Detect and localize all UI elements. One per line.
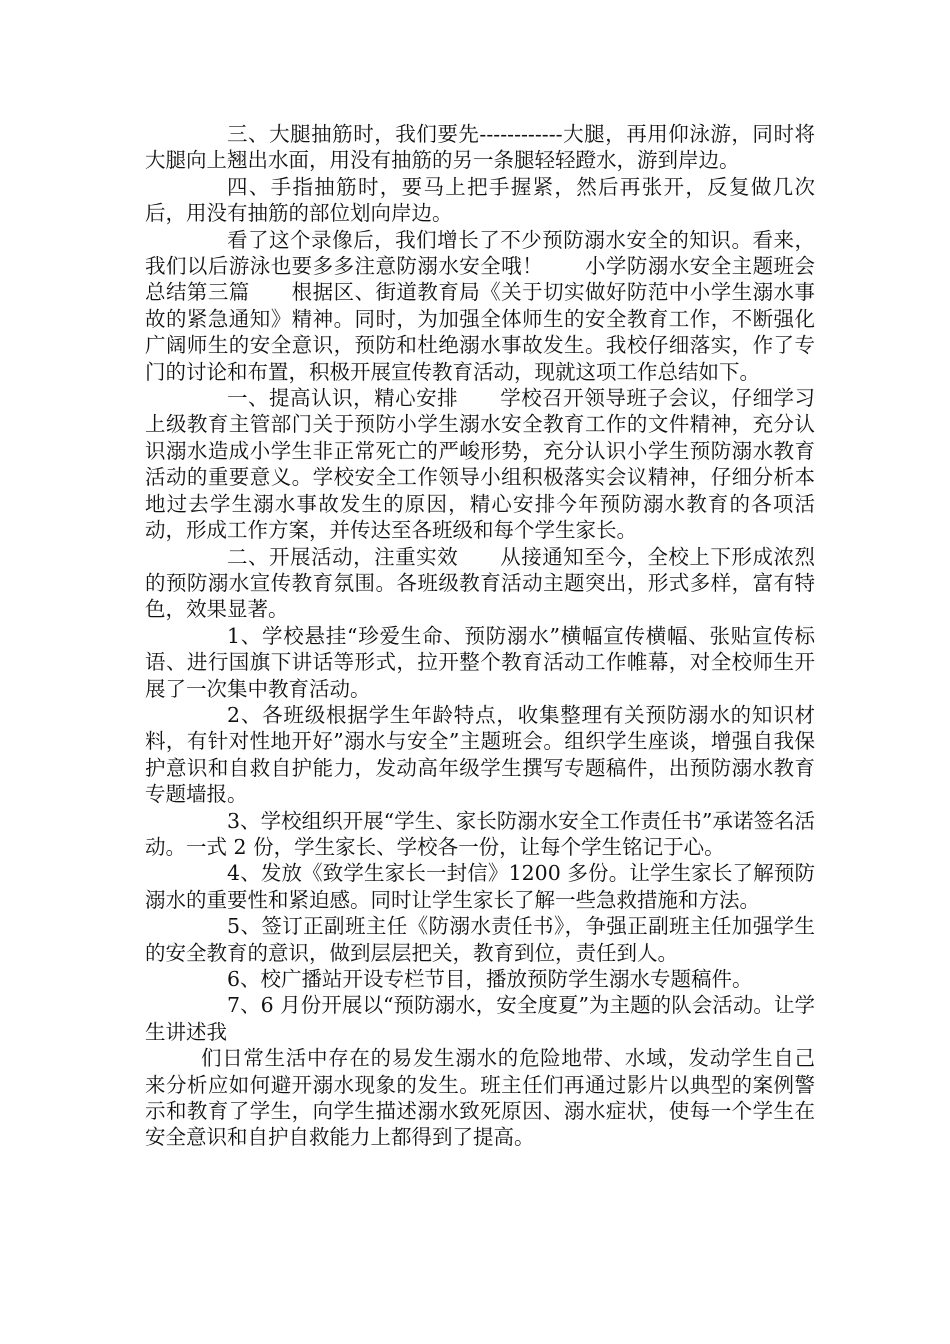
paragraph: 4、发放《致学生家长一封信》1200 多份。让学生家长了解预防溺水的重要性和紧迫感。同时让学生家长了解一些急救措施和方法。: [145, 861, 815, 912]
paragraph: 6、校广播站开设专栏节目，播放预防学生溺水专题稿件。: [227, 967, 753, 991]
paragraph: 们日常生活中存在的易发生溺水的危险地带、水域，发动学生自己来分析应如何避开溺水现象的发生。班主任们再通过影片以典型的案例警示和教育了学生，向学生描述溺水致死原因、溺水症状，使每一个学生在安全意识和自护自救能力上都得到了提高。: [145, 1046, 815, 1150]
paragraph: 二、开展活动，注重实效 从接通知至今，全校上下形成浓烈的预防溺水宣传教育氛围。各班级教育活动主题突出，形式多样，富有特色，效果显著。: [145, 544, 815, 622]
document-body: [145, 121, 815, 1151]
paragraph: 3、学校组织开展“学生、家长防溺水安全工作责任书”承诺签名活动。一式 2 份，学生家长、学校各一份，让每个学生铭记于心。: [145, 808, 815, 859]
paragraph: 1、学校悬挂“珍爱生命、预防溺水”横幅宣传横幅、张贴宣传标语、进行国旗下讲话等形式，拉开整个教育活动工作帷幕，对全校师生开展了一次集中教育活动。: [145, 623, 815, 701]
paragraph: 四、手指抽筋时，要马上把手握紧，然后再张开，反复做几次后，用没有抽筋的部位划向岸边。: [145, 174, 815, 226]
paragraph: 一、提高认识，精心安排 学校召开领导班子会议，仔细学习上级教育主管部门关于预防小学生溺水安全教育工作的文件精神，充分认识溺水造成小学生非正常死亡的严峻形势，充分认识小学生预防溺水教育活动的重要意义。学校安全工作领导小组积极落实会议精神，仔细分析本地过去学生溺水事故发生的原因，精心安排今年预防溺水教育的各项活动，形成工作方案，并传达至各班级和每个学生家长。: [145, 386, 815, 543]
paragraph: 2、各班级根据学生年龄特点，收集整理有关预防溺水的知识材料，有针对性地开好”溺水与安全”主题班会。组织学生座谈，增强自我保护意识和自救自护能力，发动高年级学生撰写专题稿件，出预防溺水教育专题墙报。: [145, 702, 815, 807]
paragraph: 看了这个录像后，我们增长了不少预防溺水安全的知识。看来，我们以后游泳也要多多注意防溺水安全哦！ 小学防溺水安全主题班会总结第三篇 根据区、街道教育局《关于切实做好防范中小学生溺水事故的紧急通知》精神。同时，为加强全体师生的安全教育工作，不断强化广阔师生的安全意识，预防和杜绝溺水事故发生。我校仔细落实，作了专门的讨论和布置，积极开展宣传教育活动，现就这项工作总结如下。: [145, 227, 815, 384]
paragraph: 7、6 月份开展以“预防溺水，安全度夏”为主题的队会活动。让学生讲述我: [145, 993, 815, 1044]
paragraph: 5、签订正副班主任《防溺水责任书》，争强正副班主任加强学生的安全教育的意识，做到层层把关，教育到位，责任到人。: [145, 914, 815, 965]
paragraph: 三、大腿抽筋时，我们要先------------大腿，再用仰泳游，同时将大腿向上翘出水面，用没有抽筋的另一条腿轻轻蹬水，游到岸边。: [145, 122, 815, 173]
